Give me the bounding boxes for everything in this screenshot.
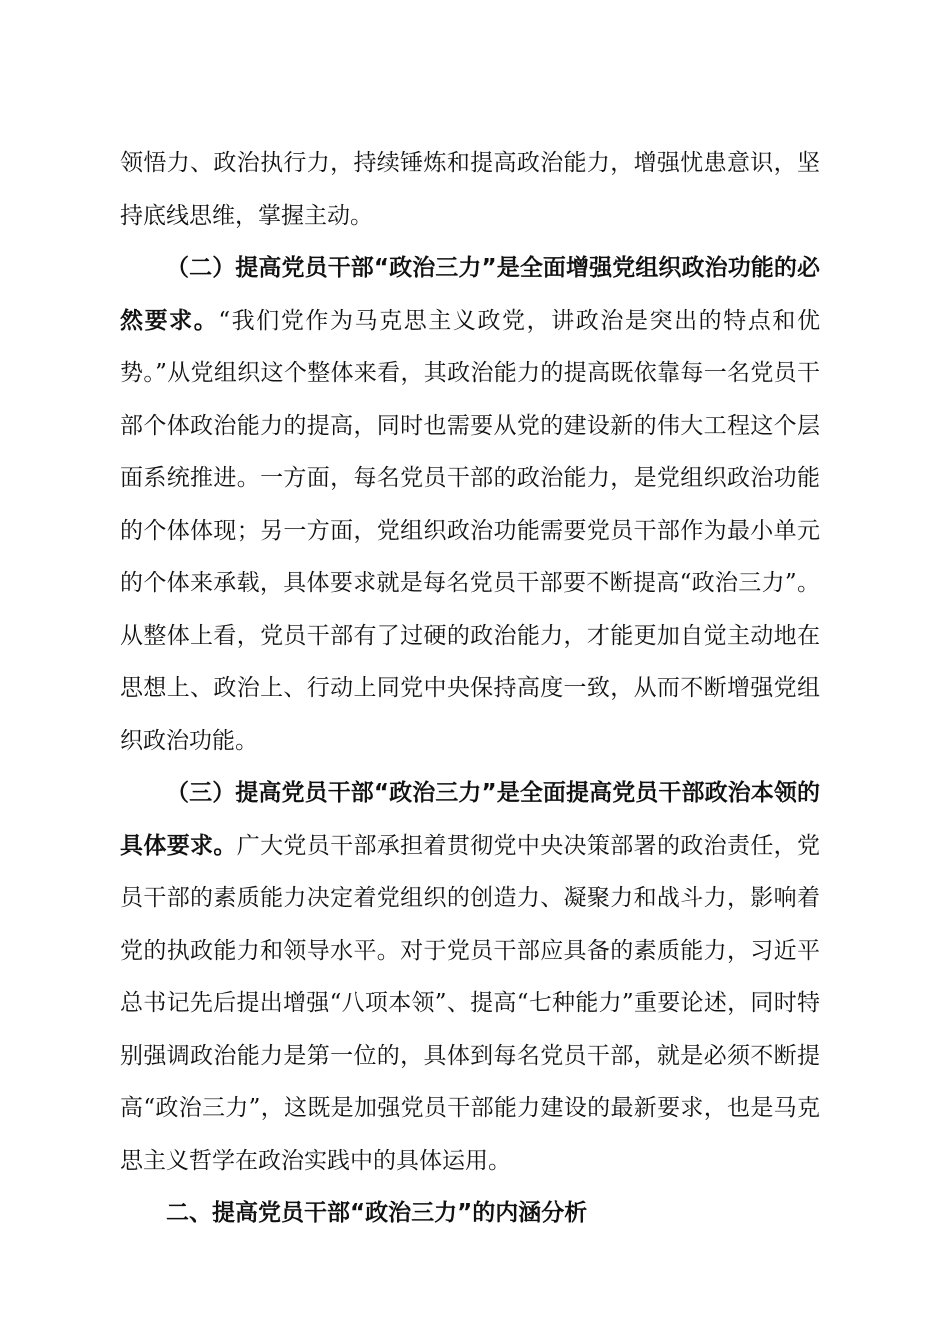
paragraph-body: 领悟力、政治执行力，持续锤炼和提高政治能力，增强忧患意识，坚持底线思维，掌握主动。 — [120, 150, 820, 229]
document-body — [120, 137, 820, 1240]
section-heading: 二、提高党员干部“政治三力”的内涵分析 — [166, 1200, 588, 1226]
paragraph-body: 广大党员干部承担着贯彻党中央决策部署的政治责任，党员干部的素质能力决定着党组织的创造力、凝聚力和战斗力，影响着党的执政能力和领导水平。对于党员干部应具备的素质能力，习近平总书记先后提出增强“八项本领”、提高“七种能力”重要论述，同时特别强调政治能力是第一位的，具体到每名党员干部，就是必须不断提高“政治三力”，这既是加强党员干部能力建设的最新要求，也是马克思主义哲学在政治实践中的具体运用。 — [120, 832, 821, 1174]
paragraph-lead: （二）提高党员干部“政治三力”是全面增强党组织政治功能的必然要求。 — [120, 255, 820, 334]
paragraph-body: “我们党作为马克思主义政党，讲政治是突出的特点和优势。”从党组织这个整体来看，其政治能力的提高既依靠每一名党员干部个体政治能力的提高，同时也需要从党的建设新的伟大工程这个层面系统推进。一方面，每名党员干部的政治能力，是党组织政治功能的个体体现；另一方面，党组织政治功能需要党员干部作为最小单元的个体来承载，具体要求就是每名党员干部要不断提高“政治三力”。从整体上看，党员干部有了过硬的政治能力，才能更加自觉主动地在思想上、政治上、行动上同党中央保持高度一致，从而不断增强党组织政治功能。 — [120, 307, 821, 754]
paragraph-lead: （三）提高党员干部“政治三力”是全面提高党员干部政治本领的具体要求。 — [120, 780, 820, 859]
paragraph-continuation — [120, 137, 820, 242]
paragraph-section-2 — [120, 242, 820, 767]
paragraph-section-3 — [120, 767, 820, 1187]
